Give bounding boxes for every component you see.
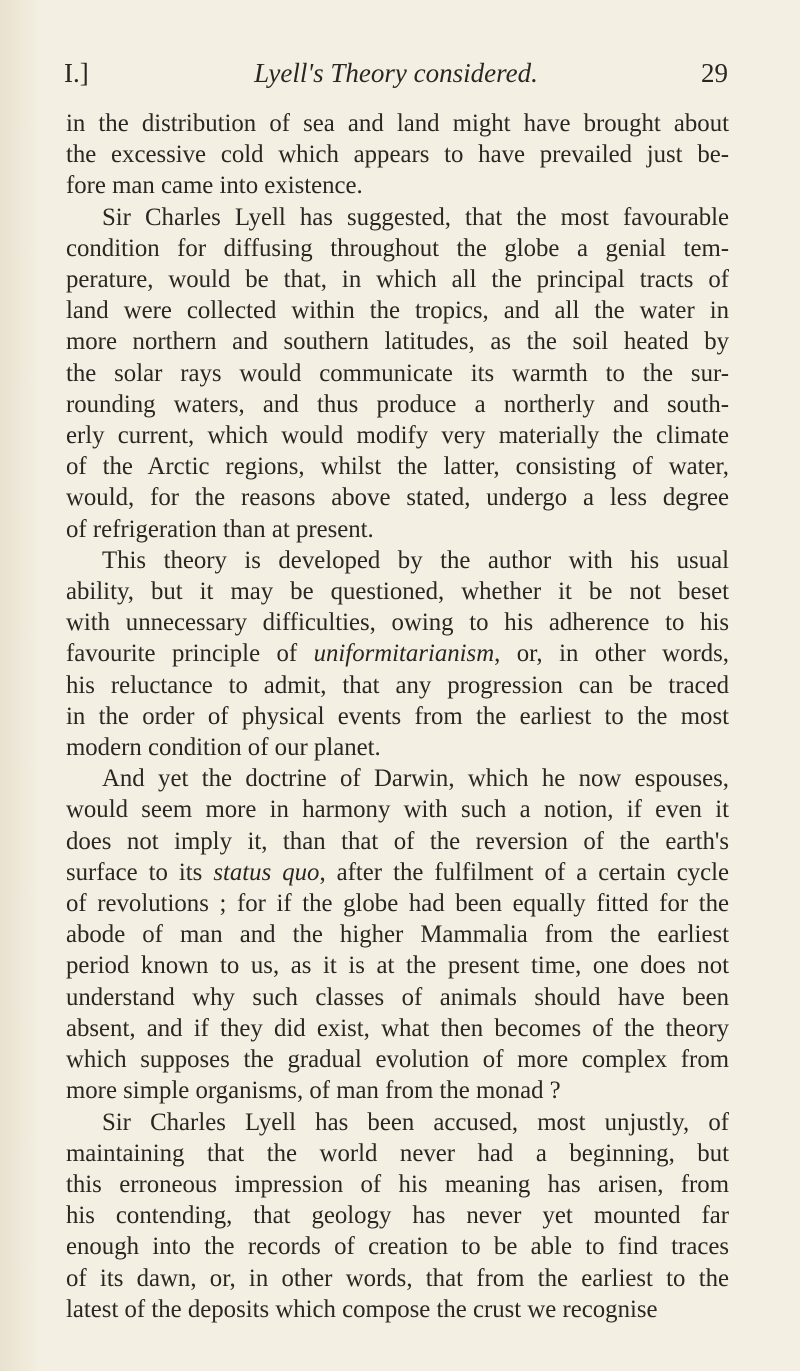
text-line: abode of man and the higher Mammalia from the earliest <box>66 921 729 949</box>
text-line: more simple organisms, of man from the monad ? <box>66 1077 561 1105</box>
section-number: I.] <box>64 58 89 88</box>
text-line: would, for the reasons above stated, undergo a less degree <box>66 484 729 512</box>
text-line: does not imply it, than that of the reversion of the earth's <box>66 827 729 855</box>
text-line: understand why such classes of animals should have been <box>66 983 729 1011</box>
text-line: condition for diffusing throughout the globe a genial tem- <box>66 234 729 262</box>
text-line: ability, but it may be questioned, whether it be not beset <box>66 578 729 606</box>
running-header <box>64 58 728 98</box>
text-line: land were collected within the tropics, and all the water in <box>66 297 729 325</box>
text-line: favourite principle of uniformitarianism, or, in other words, <box>66 640 729 668</box>
text-line: of the Arctic regions, whilst the latter, consisting of water, <box>66 453 729 481</box>
text-line: Sir Charles Lyell has suggested, that the most favourable <box>102 203 729 231</box>
text-line: enough into the records of creation to be able to find traces <box>66 1233 729 1261</box>
text-line: latest of the deposits which compose the crust we recognise <box>66 1295 658 1323</box>
text-line: fore man came into existence. <box>66 172 363 200</box>
paragraph <box>66 108 729 202</box>
text-line: more northern and southern latitudes, as the soil heated by <box>66 328 729 356</box>
text-line: of refrigeration than at present. <box>66 515 374 543</box>
paragraph <box>66 1107 729 1325</box>
text-line: modern condition of our planet. <box>66 734 381 762</box>
text-line: erly current, which would modify very materially the climate <box>66 422 729 450</box>
text-line: maintaining that the world never had a beginning, but <box>66 1139 729 1167</box>
paragraph <box>66 202 729 545</box>
text-line: which supposes the gradual evolution of more complex from <box>66 1046 729 1074</box>
text-line: of its dawn, or, in other words, that from the earliest to the <box>66 1264 729 1292</box>
text-line: this erroneous impression of his meaning has arisen, from <box>66 1170 729 1198</box>
text-line: Sir Charles Lyell has been accused, most unjustly, of <box>102 1108 729 1136</box>
text-line: period known to us, as it is at the present time, one does not <box>66 952 729 980</box>
text-line: rounding waters, and thus produce a northerly and south- <box>66 390 729 418</box>
running-title: Lyell's Theory considered. <box>254 58 538 88</box>
paragraph <box>66 763 729 1106</box>
text-line: the solar rays would communicate its warmth to the sur- <box>66 359 729 387</box>
text-line: absent, and if they did exist, what then becomes of the theory <box>66 1014 729 1042</box>
text-line: in the order of physical events from the earliest to the most <box>66 702 729 730</box>
text-line: the excessive cold which appears to have prevailed just be- <box>66 141 729 169</box>
text-line: his contending, that geology has never yet mounted far <box>66 1202 729 1230</box>
page-number: 29 <box>701 58 728 88</box>
text-line: surface to its status quo, after the fulfilment of a certain cycle <box>66 858 729 886</box>
text-line: with unnecessary difficulties, owing to his adherence to his <box>66 609 729 637</box>
text-line: This theory is developed by the author with his usual <box>102 546 729 574</box>
text-line: would seem more in harmony with such a notion, if even it <box>66 796 729 824</box>
body-text <box>66 108 729 1325</box>
text-line: perature, would be that, in which all the principal tracts of <box>66 266 729 294</box>
paragraph <box>66 545 729 763</box>
text-line: And yet the doctrine of Darwin, which he now espouses, <box>102 765 729 793</box>
text-line: in the distribution of sea and land might have brought about <box>66 110 729 137</box>
text-line: his reluctance to admit, that any progression can be traced <box>66 671 729 699</box>
text-line: of revolutions ; for if the globe had been equally fitted for the <box>66 890 729 918</box>
